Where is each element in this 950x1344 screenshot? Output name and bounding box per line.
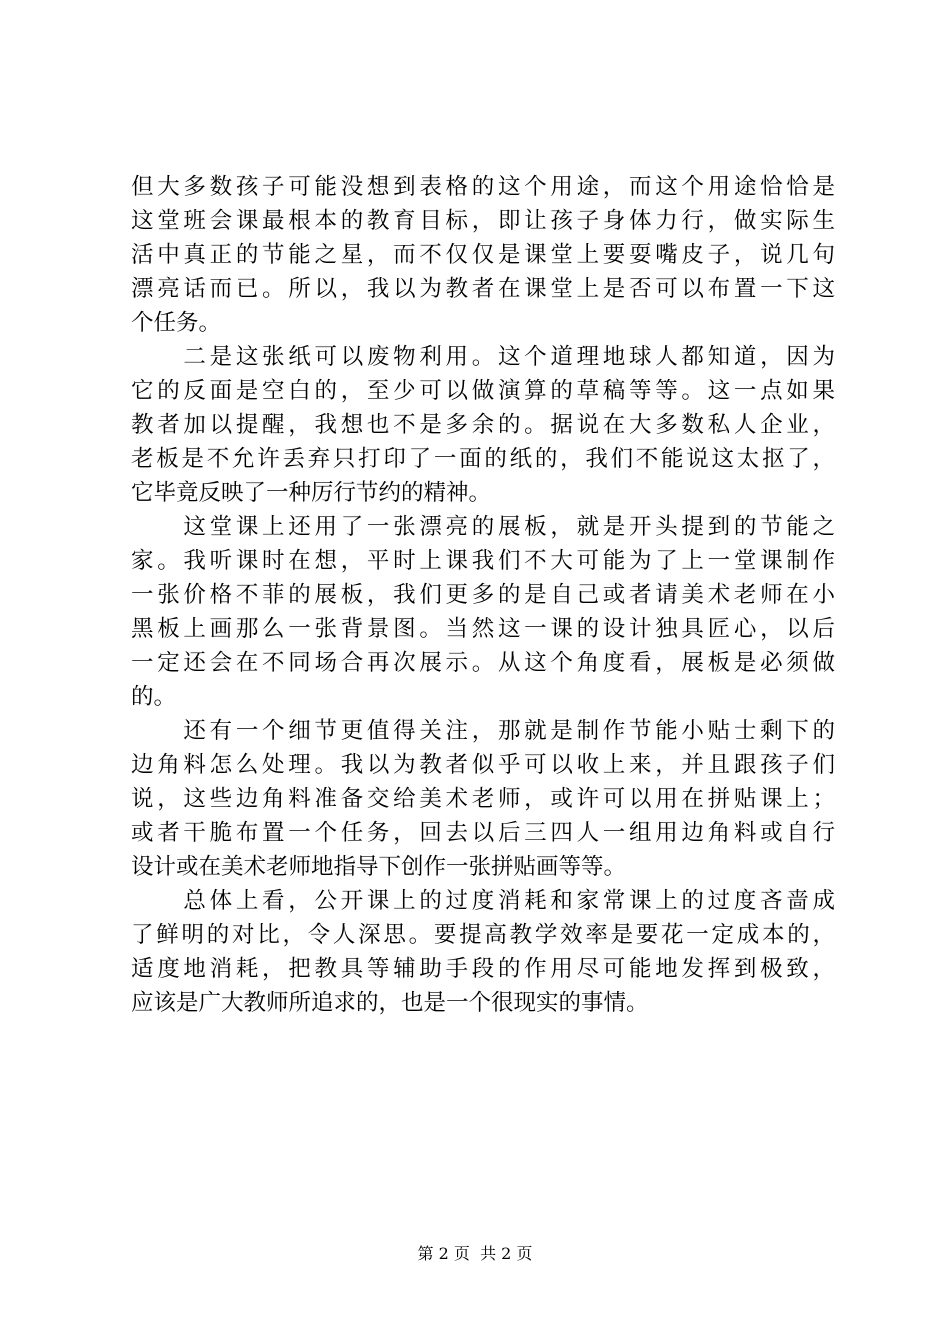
body-text-line: 二是这张纸可以废物利用。这个道理地球人都知道，因为	[131, 344, 835, 370]
body-text-line: 老板是不允许丢弃只打印了一面的纸的，我们不能说这太抠了，	[131, 446, 835, 472]
body-text-line: 适度地消耗，把教具等辅助手段的作用尽可能地发挥到极致，	[131, 956, 835, 982]
body-text-line: 这堂班会课最根本的教育目标，即让孩子身体力行，做实际生	[131, 208, 835, 234]
body-text-line: 还有一个细节更值得关注，那就是制作节能小贴士剩下的	[131, 718, 835, 744]
body-text-line: 个任务。	[131, 310, 222, 336]
body-text-line: 黑板上画那么一张背景图。当然这一课的设计独具匠心，以后	[131, 616, 835, 642]
body-text-line: 漂亮话而已。所以，我以为教者在课堂上是否可以布置一下这	[131, 276, 835, 302]
body-text-line: 或者干脆布置一个任务，回去以后三四人一组用边角料或自行	[131, 820, 835, 846]
body-text-line: 但大多数孩子可能没想到表格的这个用途，而这个用途恰恰是	[131, 174, 835, 200]
body-text-line: 总体上看，公开课上的过度消耗和家常课上的过度吝啬成	[131, 888, 835, 914]
body-text-line: 设计或在美术老师地指导下创作一张拼贴画等等。	[131, 854, 627, 880]
body-text-line: 一张价格不菲的展板，我们更多的是自己或者请美术老师在小	[131, 582, 835, 608]
body-text-line: 活中真正的节能之星，而不仅仅是课堂上要耍嘴皮子，说几句	[131, 242, 835, 268]
body-text-line: 它毕竟反映了一种厉行节约的精神。	[131, 480, 492, 506]
body-text-line: 它的反面是空白的，至少可以做演算的草稿等等。这一点如果	[131, 378, 835, 404]
body-text-line: 应该是广大教师所追求的，也是一个很现实的事情。	[131, 990, 649, 1016]
page-footer: 第 2 页 共 2 页	[417, 1244, 533, 1263]
body-text-line: 家。我听课时在想，平时上课我们不大可能为了上一堂课制作	[131, 548, 835, 574]
document-body	[131, 170, 835, 1020]
body-text-line: 这堂课上还用了一张漂亮的展板，就是开头提到的节能之	[131, 514, 835, 540]
body-text-line: 边角料怎么处理。我以为教者似乎可以收上来，并且跟孩子们	[131, 752, 835, 778]
body-text-line: 了鲜明的对比，令人深思。要提高教学效率是要花一定成本的，	[131, 922, 835, 948]
body-text-line: 教者加以提醒，我想也不是多余的。据说在大多数私人企业，	[131, 412, 835, 438]
body-text-line: 的。	[131, 684, 177, 710]
body-text-line: 说，这些边角料准备交给美术老师，或许可以用在拼贴课上；	[131, 786, 835, 812]
body-text-line: 一定还会在不同场合再次展示。从这个角度看，展板是必须做	[131, 650, 835, 676]
